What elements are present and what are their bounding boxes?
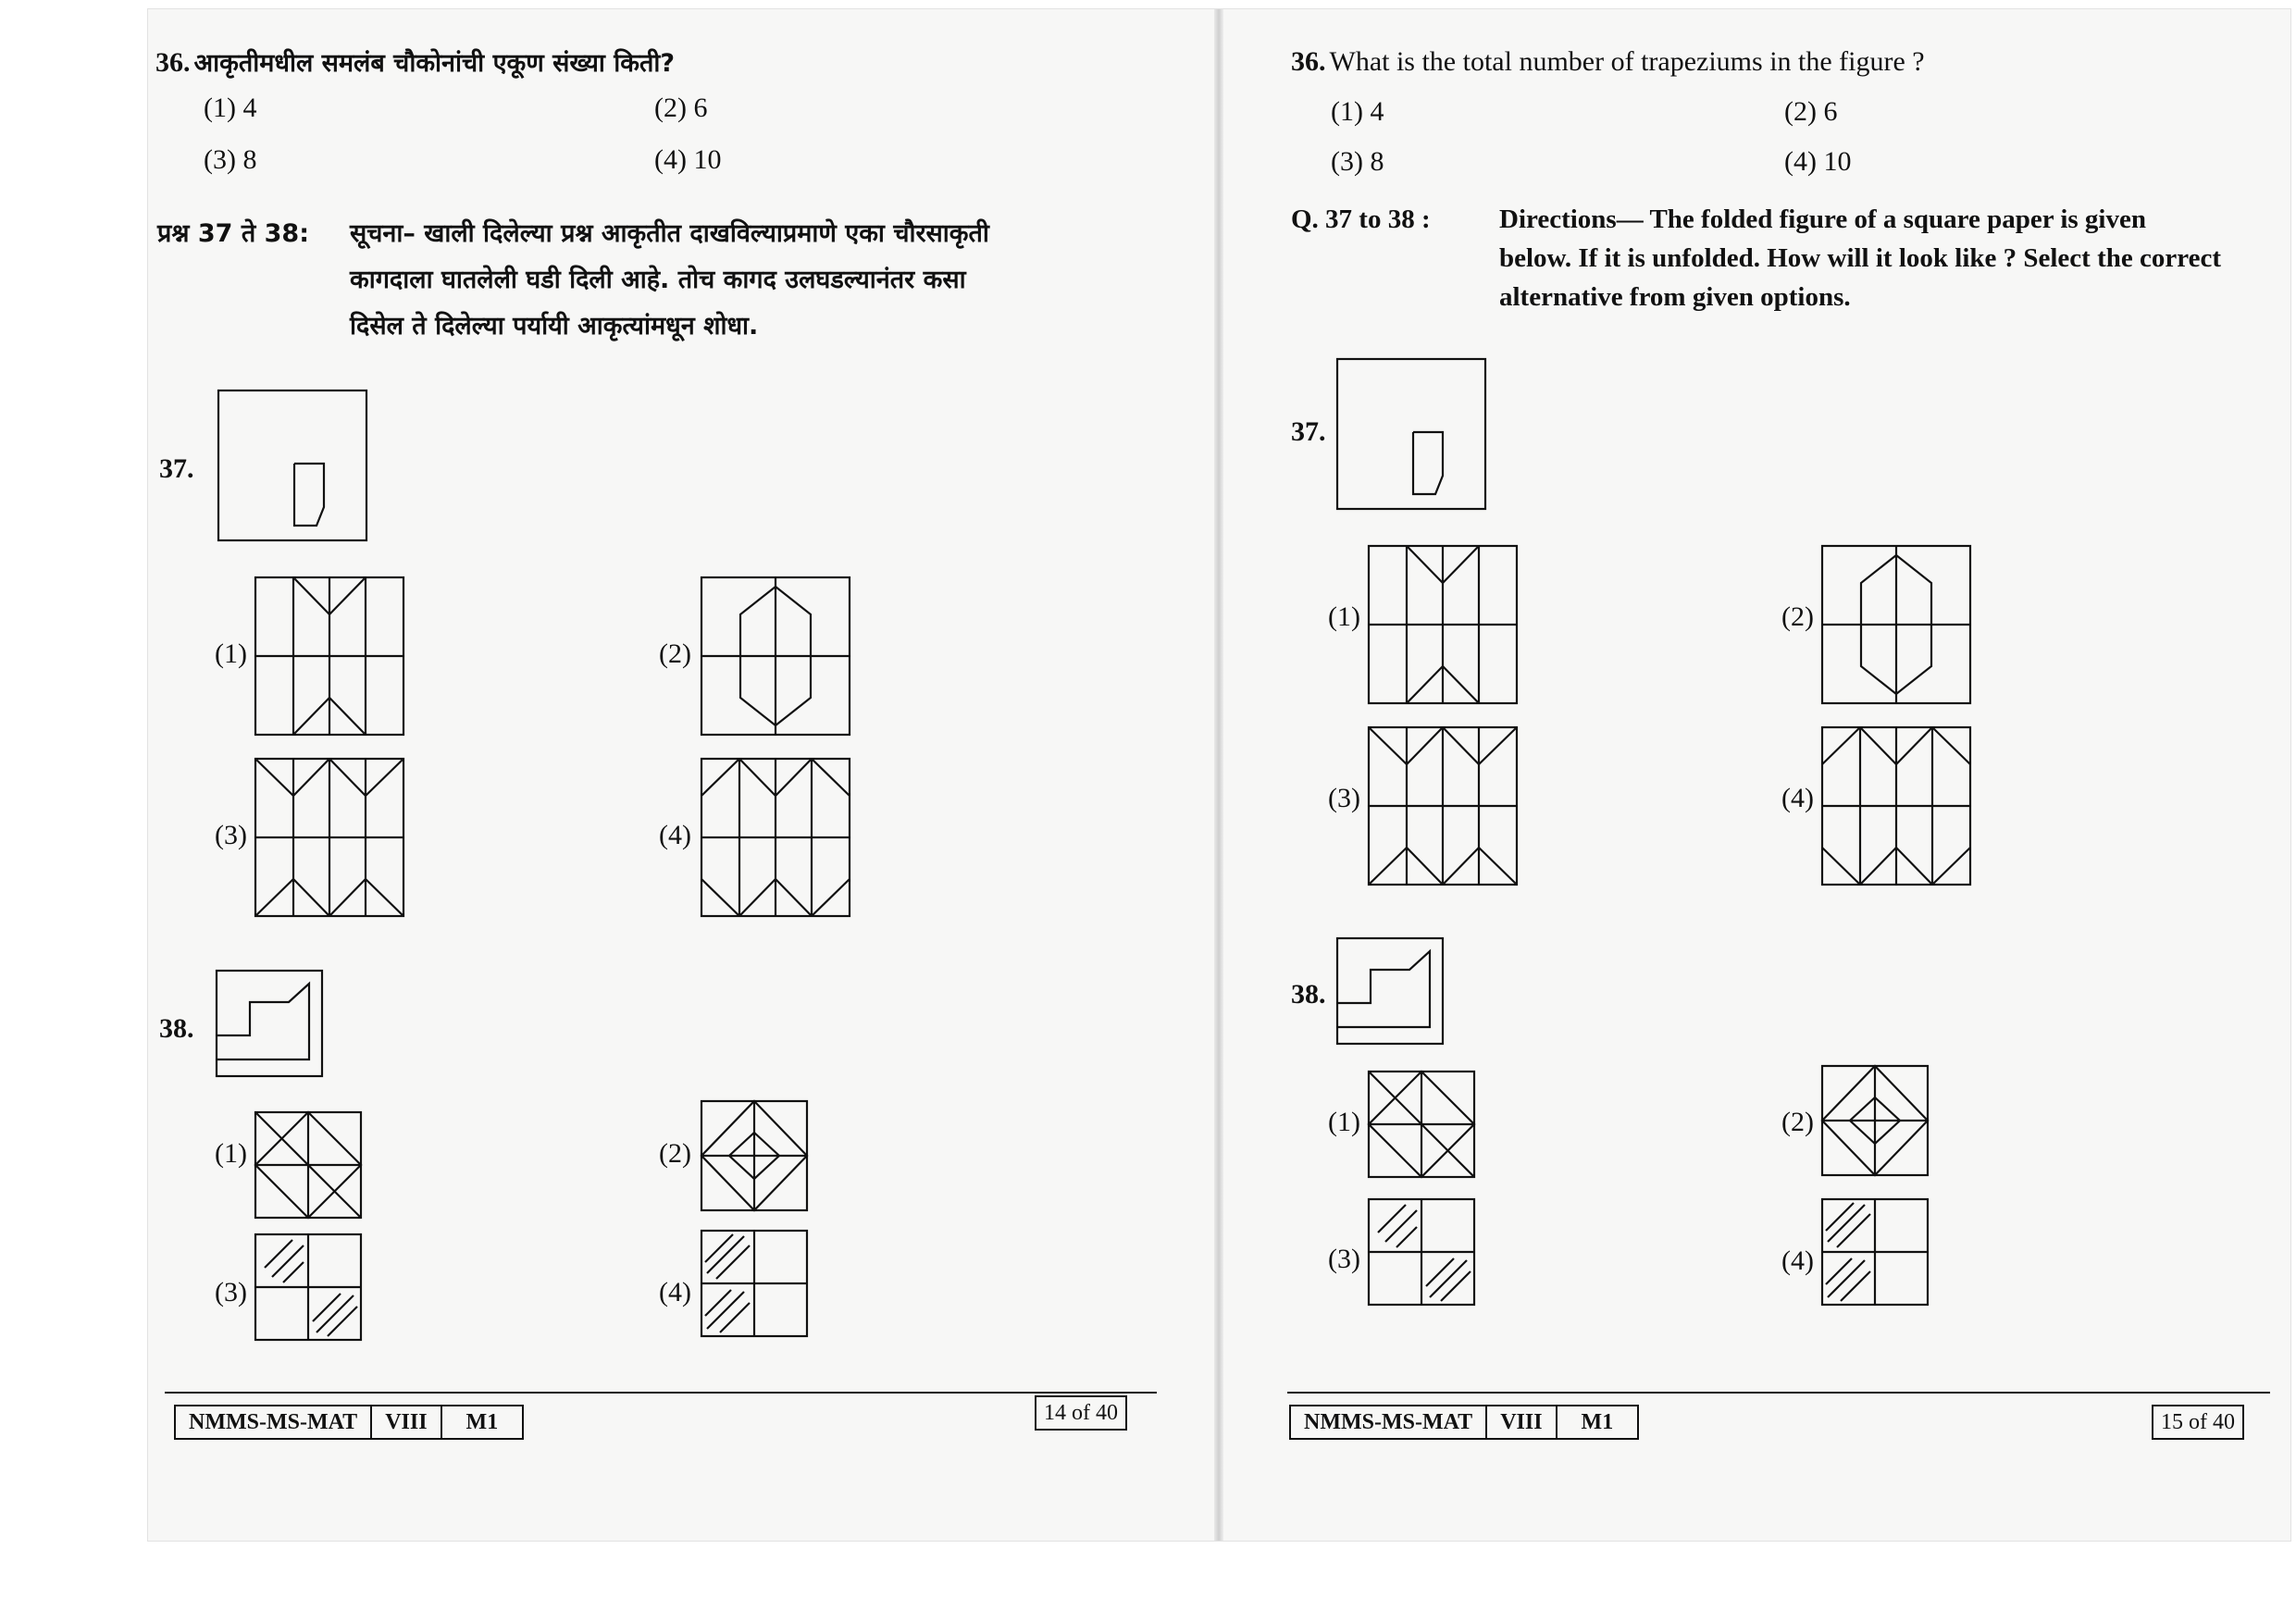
footer-exam-code: NMMS-MS-MAT — [1291, 1406, 1487, 1438]
footer-standard: VIII — [1487, 1406, 1557, 1438]
left-q38-option-3-figure[interactable] — [252, 1231, 366, 1345]
right-page — [1226, 9, 2290, 1541]
left-directions-label: प्रश्न 37 ते 38: — [157, 219, 309, 248]
directions-line: below. If it is unfolded. How will it look like ? Select the correct — [1499, 243, 2221, 273]
left-q37-option-1-label[interactable]: (1) — [215, 638, 247, 669]
left-q36-option-1[interactable]: (1) 4 — [204, 93, 257, 123]
right-q38-option-1-figure[interactable] — [1365, 1068, 1480, 1183]
left-footer-code-box — [174, 1405, 524, 1440]
right-q37-option-1-figure[interactable] — [1365, 542, 1524, 709]
footer-standard: VIII — [372, 1406, 441, 1438]
directions-line: सूचना– खाली दिलेल्या प्रश्न आकृतीत दाखविल्याप्रमाणे एका चौरसाकृती — [350, 219, 989, 248]
right-q37-option-2-label[interactable]: (2) — [1781, 601, 1814, 632]
directions-line: alternative from given options. — [1499, 282, 1851, 312]
left-q38-option-3-label[interactable]: (3) — [215, 1277, 247, 1307]
right-q38-option-3-label[interactable]: (3) — [1328, 1244, 1360, 1274]
right-q38-number: 38. — [1291, 979, 1326, 1010]
right-q38-option-4-label[interactable]: (4) — [1781, 1245, 1814, 1276]
left-q38-option-1-figure[interactable] — [252, 1109, 366, 1223]
right-q36-option-4[interactable]: (4) 10 — [1784, 146, 1852, 177]
left-q37-option-1-figure[interactable] — [252, 574, 411, 740]
right-q37-question-figure — [1334, 353, 1491, 520]
left-q37-option-2-label[interactable]: (2) — [659, 638, 691, 669]
left-page-number: 14 of 40 — [1035, 1395, 1127, 1431]
left-q37-question-figure — [215, 381, 372, 548]
right-q36-option-2[interactable]: (2) 6 — [1784, 96, 1838, 127]
left-q37-option-3-label[interactable]: (3) — [215, 820, 247, 850]
right-q37-option-3-label[interactable]: (3) — [1328, 783, 1360, 813]
right-page-number: 15 of 40 — [2152, 1405, 2244, 1440]
left-q38-number: 38. — [159, 1013, 194, 1044]
right-q38-option-3-figure[interactable] — [1365, 1196, 1480, 1310]
right-q38-option-1-label[interactable]: (1) — [1328, 1107, 1360, 1137]
footer-set: M1 — [465, 1410, 499, 1434]
left-q37-option-2-figure[interactable] — [698, 574, 857, 740]
left-page — [148, 9, 1212, 1541]
right-q37-number: 37. — [1291, 416, 1326, 447]
question-number: 36. — [1291, 46, 1326, 77]
left-q36-option-4[interactable]: (4) 10 — [654, 144, 722, 175]
left-q36-option-3[interactable]: (3) 8 — [204, 144, 257, 175]
left-q38-option-4-figure[interactable] — [698, 1227, 813, 1342]
directions-line: दिसेल ते दिलेल्या पर्यायी आकृत्यांमधून शोधा. — [350, 312, 759, 341]
right-q38-question-figure — [1334, 935, 1448, 1049]
footer-set: M1 — [1581, 1410, 1614, 1434]
right-q38-option-2-label[interactable]: (2) — [1781, 1107, 1814, 1137]
left-q36-option-2[interactable]: (2) 6 — [654, 93, 708, 123]
right-directions-text — [1499, 200, 2277, 316]
left-q37-option-4-figure[interactable] — [698, 755, 857, 922]
directions-line: कागदाला घातलेली घडी दिली आहे. तोच कागद उलघडल्यानंतर कसा — [350, 266, 966, 294]
question-text: What is the total number of trapeziums in the figure ? — [1329, 46, 1925, 77]
right-q36-option-1[interactable]: (1) 4 — [1331, 96, 1384, 127]
left-q37-option-4-label[interactable]: (4) — [659, 820, 691, 850]
booklet-fold — [1214, 9, 1223, 1541]
right-q37-option-4-figure[interactable] — [1818, 724, 1978, 890]
right-directions-label: Q. 37 to 38 : — [1291, 204, 1431, 234]
left-q37-option-3-figure[interactable] — [252, 755, 411, 922]
footer-exam-code: NMMS-MS-MAT — [176, 1406, 372, 1438]
right-q38-option-4-figure[interactable] — [1818, 1196, 1933, 1310]
right-q36 — [1291, 46, 1925, 78]
left-directions-text — [350, 211, 1146, 350]
right-q38-option-2-figure[interactable] — [1818, 1062, 1933, 1181]
left-q38-option-2-figure[interactable] — [698, 1097, 813, 1216]
left-q37-number: 37. — [159, 453, 194, 484]
footer-rule — [1287, 1392, 2270, 1394]
question-text: आकृतीमधील समलंब चौकोनांची एकूण संख्या किती? — [193, 49, 676, 78]
right-q37-option-1-label[interactable]: (1) — [1328, 601, 1360, 632]
right-q37-option-2-figure[interactable] — [1818, 542, 1978, 709]
question-number: 36. — [155, 47, 191, 78]
directions-line: Directions— The folded figure of a square paper is given — [1499, 204, 2146, 234]
left-q38-option-1-label[interactable]: (1) — [215, 1138, 247, 1169]
right-q37-option-4-label[interactable]: (4) — [1781, 783, 1814, 813]
footer-rule — [165, 1392, 1157, 1394]
left-q36 — [155, 44, 675, 79]
right-q36-option-3[interactable]: (3) 8 — [1331, 146, 1384, 177]
right-q37-option-3-figure[interactable] — [1365, 724, 1524, 890]
left-q38-option-4-label[interactable]: (4) — [659, 1277, 691, 1307]
left-q38-option-2-label[interactable]: (2) — [659, 1138, 691, 1169]
left-q38-question-figure — [213, 967, 328, 1082]
right-footer-code-box — [1289, 1405, 1639, 1440]
